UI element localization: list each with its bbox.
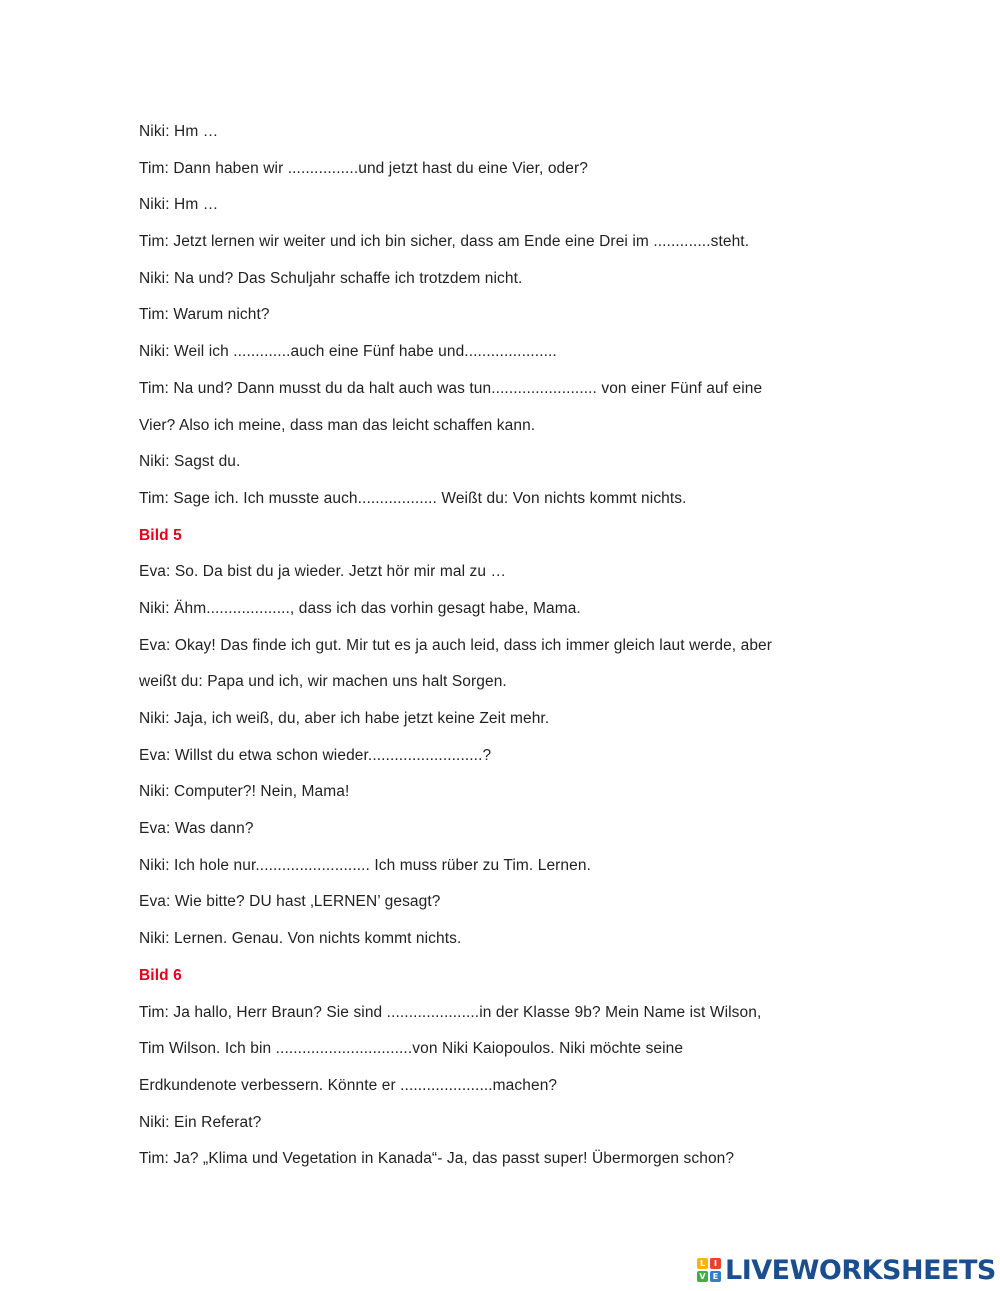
logo-letter-i: I xyxy=(710,1258,721,1269)
dialogue-line: Niki: Computer?! Nein, Mama! xyxy=(139,783,350,801)
dialogue-line: Niki: Weil ich .............auch eine Fünf habe und..................... xyxy=(139,343,557,361)
dialogue-line: Niki: Jaja, ich weiß, du, aber ich habe jetzt keine Zeit mehr. xyxy=(139,710,550,727)
liveworksheets-logo-icon xyxy=(697,1258,721,1282)
dialogue-line: Niki: Na und? Das Schuljahr schaffe ich trotzdem nicht. xyxy=(139,269,523,287)
dialogue-line: Eva: Wie bitte? DU hast ‚LERNEN’ gesagt? xyxy=(139,893,441,911)
dialogue-line: Tim: Ja? „Klima und Vegetation in Kanada“- Ja, das passt super! Übermorgen schon? xyxy=(139,1150,735,1168)
dialogue-line: Erdkundenote verbessern. Könnte er .....................machen? xyxy=(139,1076,558,1094)
dialogue-line: Tim: Sage ich. Ich musste auch.................. Weißt du: Von nichts kommt nichts. xyxy=(139,489,687,507)
dialogue-line: Eva: Willst du etwa schon wieder..........................? xyxy=(139,746,492,764)
logo-letter-l: L xyxy=(697,1258,708,1269)
dialogue-line: Niki: Ich hole nur.......................... Ich muss rüber zu Tim. Lernen. xyxy=(139,856,591,874)
section-heading-bild-6: Bild 6 xyxy=(139,966,182,984)
dialogue-line: weißt du: Papa und ich, wir machen uns halt Sorgen. xyxy=(139,673,507,691)
dialogue-line: Tim Wilson. Ich bin ...............................von Niki Kaiopoulos. Niki möchte seine xyxy=(139,1040,684,1058)
dialogue-line: Tim: Ja hallo, Herr Braun? Sie sind .....................in der Klasse 9b? Mein Name ist Wilson, xyxy=(139,1003,762,1021)
section-heading-bild-5: Bild 5 xyxy=(139,526,182,544)
dialogue-line: Niki: Sagst du. xyxy=(139,453,241,471)
dialogue-line: Tim: Jetzt lernen wir weiter und ich bin sicher, dass am Ende eine Drei im .............steht. xyxy=(139,233,750,251)
dialogue-line: Eva: Was dann? xyxy=(139,820,254,838)
logo-letter-e: E xyxy=(710,1271,721,1282)
logo-letter-v: V xyxy=(697,1271,708,1282)
dialogue-line: Vier? Also ich meine, dass man das leicht schaffen kann. xyxy=(139,416,536,434)
dialogue-line: Niki: Ähm..................., dass ich das vorhin gesagt habe, Mama. xyxy=(139,599,581,617)
dialogue-line: Niki: Ein Referat? xyxy=(139,1113,262,1131)
worksheet-page xyxy=(139,114,839,1178)
liveworksheets-logo-text: LIVEWORKSHEETS xyxy=(725,1254,996,1286)
liveworksheets-logo xyxy=(697,1254,996,1286)
dialogue-line: Tim: Warum nicht? xyxy=(139,306,270,324)
dialogue-line: Eva: So. Da bist du ja wieder. Jetzt hör mir mal zu … xyxy=(139,563,507,581)
dialogue-line: Eva: Okay! Das finde ich gut. Mir tut es ja auch leid, dass ich immer gleich laut werde, aber xyxy=(139,636,773,654)
dialogue-line: Tim: Dann haben wir ................und jetzt hast du eine Vier, oder? xyxy=(139,159,588,177)
dialogue-line: Niki: Lernen. Genau. Von nichts kommt nichts. xyxy=(139,930,462,948)
dialogue-line: Niki: Hm … xyxy=(139,123,219,140)
dialogue-line: Niki: Hm … xyxy=(139,196,219,214)
dialogue-line: Tim: Na und? Dann musst du da halt auch was tun........................ von einer Fünf auf eine xyxy=(139,379,763,397)
